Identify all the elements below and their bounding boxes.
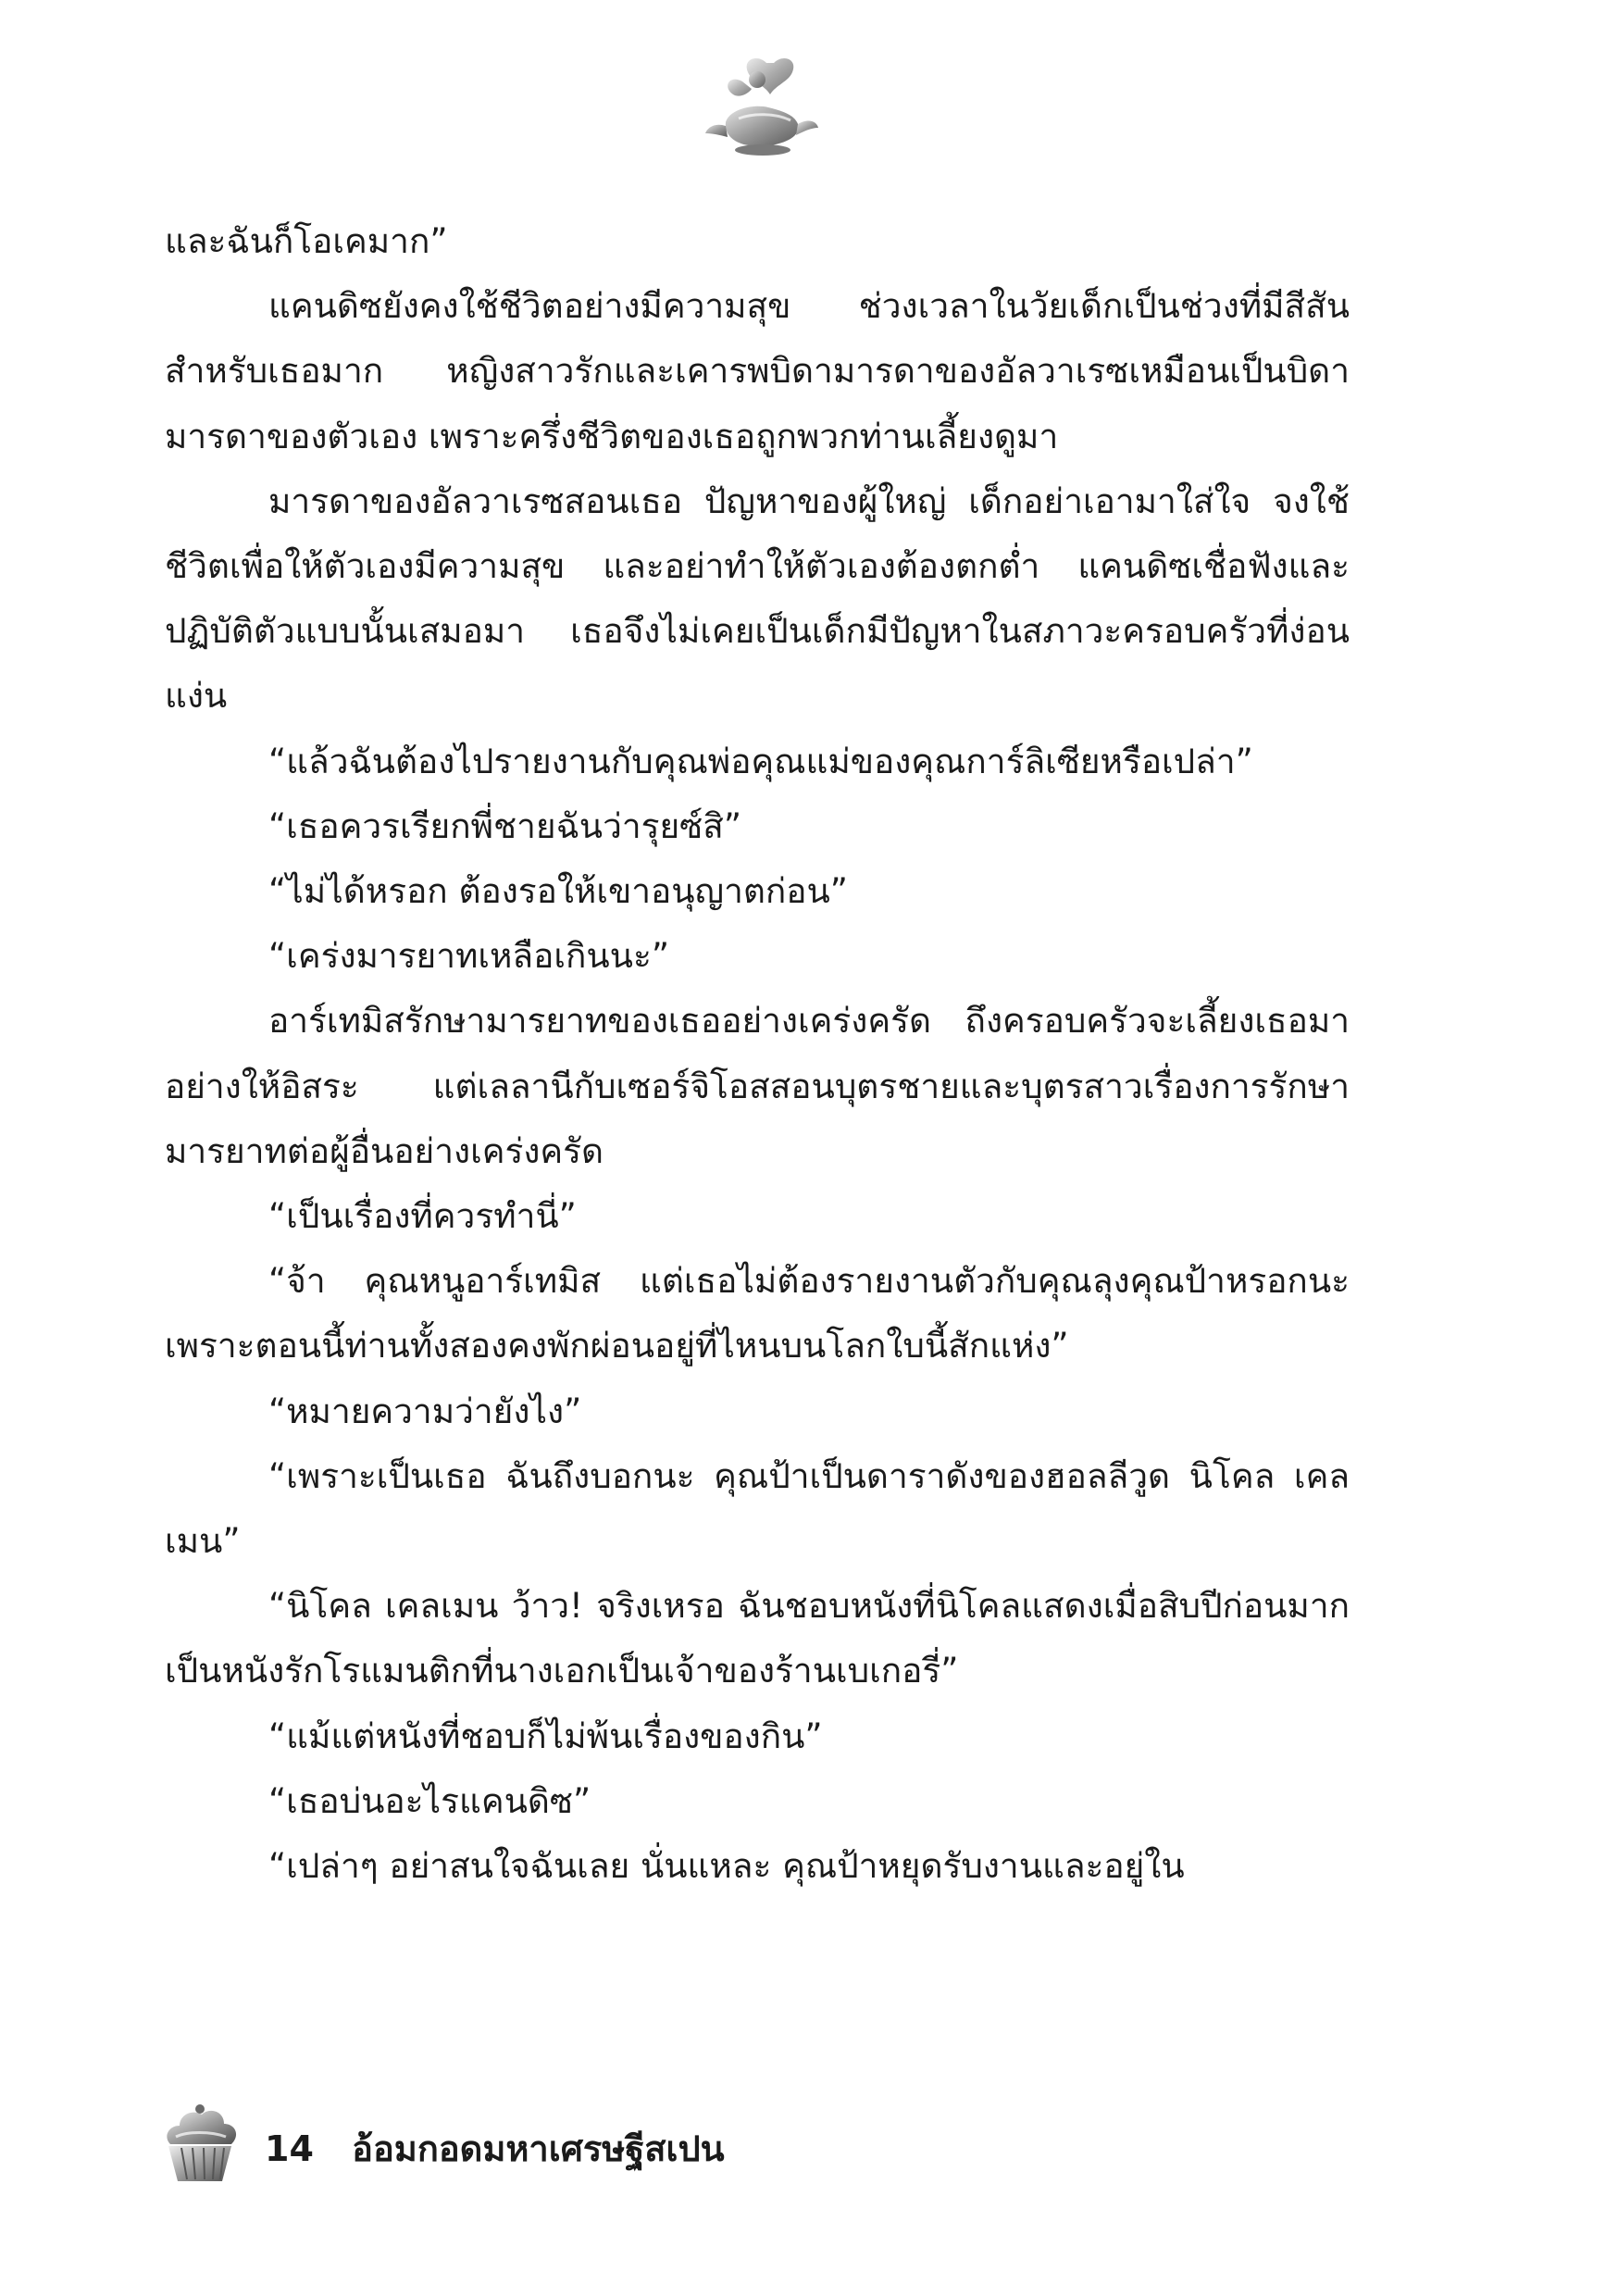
paragraph: และฉันก็โอเคมาก” [165, 221, 448, 261]
paragraph: อาร์เทมิสรักษามารยาทของเธออย่างเคร่งครัด ถึงครอบครัวจะเลี้ยงเธอมาอย่างให้อิสระ แต่เลลานีกับเซอร์จิโอสสอนบุตรชายและบุตรสาวเรื่องการรักษามารยาทต่อผู้อื่นอย่างเคร่งครัด [165, 1001, 1350, 1171]
paragraph: “เป็นเรื่องที่ควรทำนี่” [268, 1196, 577, 1237]
paragraph: “เพราะเป็นเธอ ฉันถึงบอกนะ คุณป้าเป็นดาราดังของฮอลลีวูด นิโคล เคลเมน” [165, 1455, 1350, 1562]
paragraph: “ไม่ได้หรอก ต้องรอให้เขาอนุญาตก่อน” [268, 871, 848, 912]
paragraph: มารดาของอัลวาเรซสอนเธอ ปัญหาของผู้ใหญ่ เด็กอย่าเอามาใส่ใจ จงใช้ชีวิตเพื่อให้ตัวเองมีความสุข และอย่าทำให้ตัวเองต้องตกต่ำ แคนดิซเชื่อฟังและปฏิบัติตัวแบบนั้นเสมอมา เธอจึงไม่เคยเป็นเด็กมีปัญหาในสภาวะครอบครัวที่ง่อนแง่น [165, 480, 1350, 717]
paragraph: “จ้า คุณหนูอาร์เทมิส แต่เธอไม่ต้องรายงานตัวกับคุณลุงคุณป้าหรอกนะ เพราะตอนนี้ท่านทั้งสองคงพักผ่อนอยู่ที่ไหนบนโลกใบนี้สักแห่ง” [165, 1261, 1350, 1366]
paragraph: “เธอควรเรียกพี่ชายฉันว่ารุยซ์สิ” [268, 805, 742, 846]
body-text [165, 209, 1350, 1899]
paragraph: “แม้แต่หนังที่ชอบก็ไม่พ้นเรื่องของกิน” [268, 1716, 823, 1756]
paragraph: แคนดิซยังคงใช้ชีวิตอย่างมีความสุข ช่วงเวลาในวัยเด็กเป็นช่วงที่มีสีสันสำหรับเธอมาก หญิงสาวรักและเคารพบิดามารดาของอัลวาเรซเหมือนเป็นบิดามารดาของตัวเอง เพราะครึ่งชีวิตของเธอถูกพวกท่านเลี้ยงดูมา [165, 286, 1350, 456]
paragraph: “นิโคล เคลเมน ว้าว! จริงเหรอ ฉันชอบหนังที่นิโคลแสดงเมื่อสิบปีก่อนมาก เป็นหนังรักโรแมนติกที่นางเอกเป็นเจ้าของร้านเบเกอรี่” [165, 1586, 1350, 1691]
page-number: 14 [265, 2128, 314, 2169]
footer-text [265, 2120, 725, 2177]
cupcake-icon [156, 2100, 244, 2189]
paragraph: “หมายความว่ายังไง” [268, 1391, 582, 1431]
paragraph: “เคร่งมารยาทเหลือเกินนะ” [268, 936, 669, 977]
paragraph: “เปล่าๆ อย่าสนใจฉันเลย นั่นแหละ คุณป้าหยุดรับงานและอยู่ใน [268, 1846, 1185, 1887]
book-title: อ้อมกอดมหาเศรษฐีสเปน [352, 2128, 725, 2169]
paragraph: “เธอบ่นอะไรแคนดิซ” [268, 1780, 591, 1821]
paragraph: “แล้วฉันต้องไปรายงานกับคุณพ่อคุณแม่ของคุณการ์ลิเซียหรือเปล่า” [268, 741, 1253, 781]
page-footer [156, 2100, 1081, 2183]
cupid-teapot-ornament-icon [702, 54, 822, 165]
